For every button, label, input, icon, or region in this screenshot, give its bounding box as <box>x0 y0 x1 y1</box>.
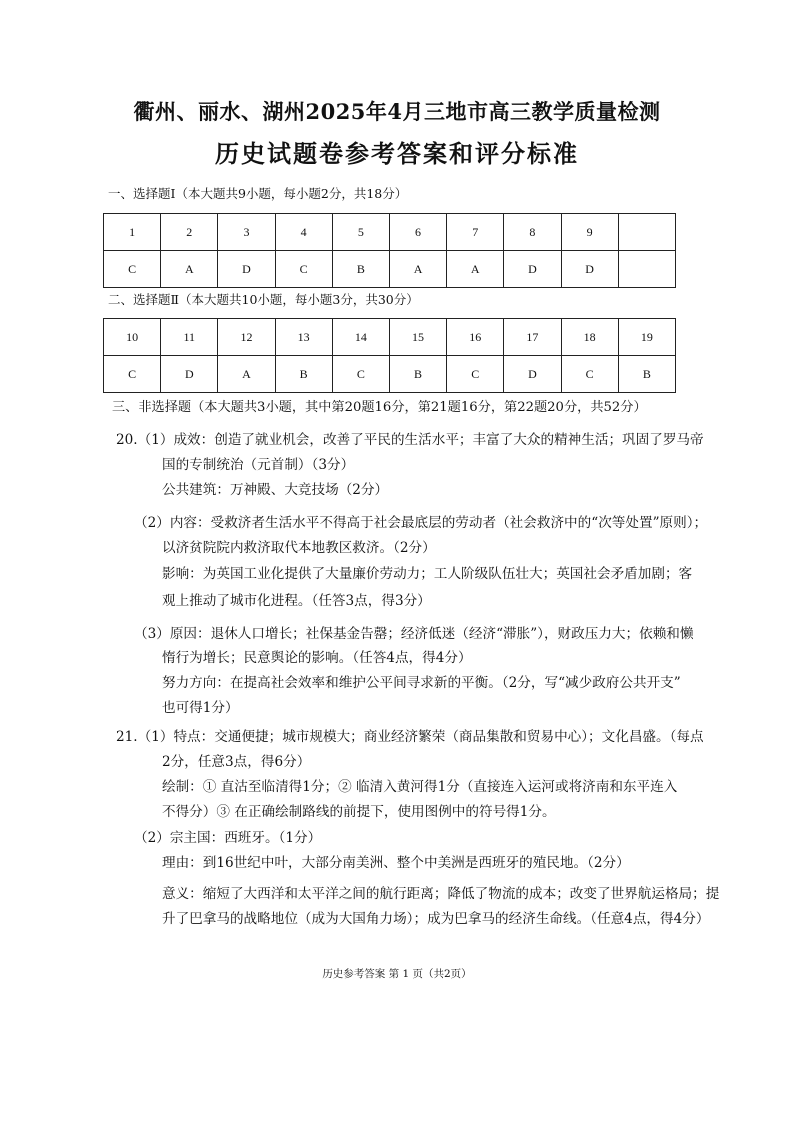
answer-line: 20.（1）成效：创造了就业机会，改善了平民的生活水平；丰富了大众的精神生活；巩固了罗马帝 <box>116 432 704 448</box>
answer-row <box>104 356 676 393</box>
document-subtitle: 历史试题卷参考答案和评分标准 <box>215 139 579 168</box>
section2-heading: 二、选择题Ⅱ（本大题共10小题，每小题3分，共30分） <box>108 292 419 307</box>
table-cell: 6 <box>389 214 446 251</box>
table-cell: 9 <box>561 214 618 251</box>
table-cell: B <box>332 251 389 288</box>
answer-line: （2）宗主国：西班牙。（1分） <box>134 830 322 846</box>
answer-line: 公共建筑：万神殿、大竞技场（2分） <box>162 482 389 498</box>
table-cell: C <box>104 356 161 393</box>
table-cell: D <box>161 356 218 393</box>
answer-line: 21.（1）特点：交通便捷；城市规模大；商业经济繁荣（商品集散和贸易中心）；文化昌盛。（每点 <box>116 729 704 745</box>
table-cell: 1 <box>104 214 161 251</box>
answer-line: 也可得1分） <box>162 700 239 716</box>
table-cell: B <box>275 356 332 393</box>
table-cell: 18 <box>561 319 618 356</box>
table-cell: 14 <box>332 319 389 356</box>
answer-line: 国的专制统治（元首制）（3分） <box>162 457 355 473</box>
table-cell: 19 <box>618 319 675 356</box>
table-cell: C <box>275 251 332 288</box>
table-cell: D <box>504 251 561 288</box>
question-number-row <box>104 319 676 356</box>
table-cell: D <box>504 356 561 393</box>
answer-line: 绘制：① 直沽至临清得1分；② 临清入黄河得1分（直接连入运河或将济南和东平连入 <box>162 779 678 795</box>
table-cell: 12 <box>218 319 275 356</box>
table-cell: 3 <box>218 214 275 251</box>
table-cell: 16 <box>447 319 504 356</box>
table-cell: 7 <box>447 214 504 251</box>
table-cell: B <box>389 356 446 393</box>
table-cell: D <box>561 251 618 288</box>
table-cell: C <box>332 356 389 393</box>
answer-table-2 <box>103 318 676 393</box>
section1-heading: 一、选择题Ⅰ（本大题共9小题，每小题2分，共18分） <box>108 186 408 201</box>
answer-line: （3）原因：退休人口增长；社保基金告罄；经济低迷（经济“滞胀”），财政压力大；依赖和懒 <box>134 626 694 642</box>
table-cell: A <box>389 251 446 288</box>
table-cell: 10 <box>104 319 161 356</box>
table-cell: 17 <box>504 319 561 356</box>
document-title: 衢州、丽水、湖州2025年4月三地市高三教学质量检测 <box>133 99 661 124</box>
table-cell: 2 <box>161 214 218 251</box>
section3-heading: 三、非选择题（本大题共3小题，其中第20题16分，第21题16分，第22题20分，共52分） <box>112 400 647 415</box>
answer-line: 影响：为英国工业化提供了大量廉价劳动力；工人阶级队伍壮大；英国社会矛盾加剧；客 <box>162 566 693 582</box>
table-cell: 15 <box>389 319 446 356</box>
table-cell: 13 <box>275 319 332 356</box>
table-cell: A <box>447 251 504 288</box>
table-cell: C <box>447 356 504 393</box>
answer-line: （2）内容：受救济者生活水平不得高于社会最底层的劳动者（社会救济中的“次等处置”原则）； <box>134 515 708 531</box>
table-cell <box>618 251 675 288</box>
answer-line: 意义：缩短了大西洋和太平洋之间的航行距离；降低了物流的成本；改变了世界航运格局；提 <box>162 886 720 902</box>
answer-line: 惰行为增长；民意舆论的影响。（任答4点，得4分） <box>162 650 472 666</box>
table-cell: A <box>161 251 218 288</box>
table-cell: C <box>104 251 161 288</box>
table-cell: D <box>218 251 275 288</box>
answer-row <box>104 251 676 288</box>
table-cell: 4 <box>275 214 332 251</box>
table-cell: 8 <box>504 214 561 251</box>
table-cell: B <box>618 356 675 393</box>
table-cell: 5 <box>332 214 389 251</box>
page-footer: 历史参考答案 第 1 页（共2页） <box>322 968 472 980</box>
table-cell <box>618 214 675 251</box>
table-cell: 11 <box>161 319 218 356</box>
table-cell: A <box>218 356 275 393</box>
answer-line: 理由：到16世纪中叶，大部分南美洲、整个中美洲是西班牙的殖民地。（2分） <box>162 855 630 871</box>
answer-table-1 <box>103 213 676 288</box>
answer-line: 不得分）③ 在正确绘制路线的前提下，使用图例中的符号得1分。 <box>162 804 556 820</box>
answer-line: 努力方向：在提高社会效率和维护公平间寻求新的平衡。（2分，写“减少政府公共开支” <box>162 675 681 691</box>
answer-line: 2分，任意3点，得6分） <box>162 754 311 770</box>
answer-line: 观上推动了城市化进程。（任答3点，得3分） <box>162 593 431 609</box>
answer-line: 以济贫院院内救济取代本地教区救济。（2分） <box>162 540 436 556</box>
answer-line: 升了巴拿马的战略地位（成为大国角力场）；成为巴拿马的经济生命线。（任意4点，得4分） <box>162 911 710 927</box>
question-number-row <box>104 214 676 251</box>
table-cell: C <box>561 356 618 393</box>
